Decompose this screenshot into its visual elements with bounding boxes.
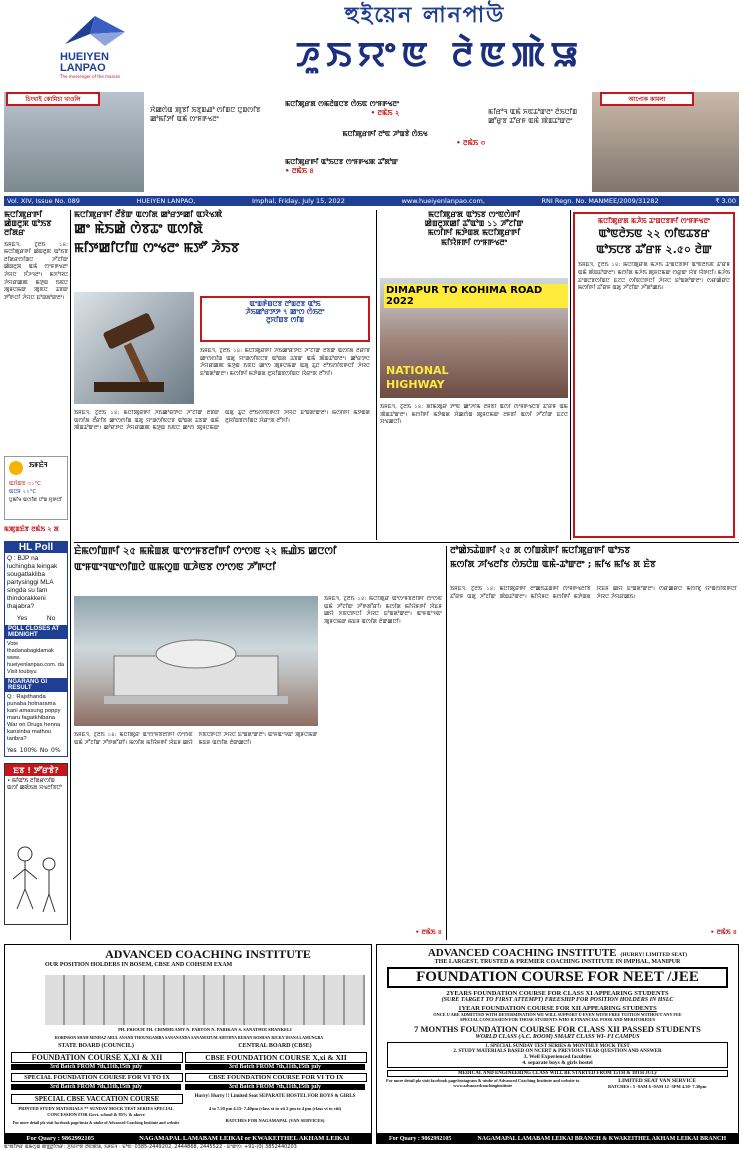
cartoon-title: ꯐꯕ ! ꯇꯧꯔꯕꯥ?: [5, 764, 67, 776]
story5-headline-2: ꯃꯁꯤꯗ ꯍꯤꯠꯂꯤꯕ ꯁꯥꯏꯅꯥꯡ ꯑꯃꯥ-ꯊꯣꯛꯂꯦ ; ꯃꯤꯠ ꯃꯤꯠ ꯗ ꯐꯥꯕ: [450, 560, 656, 571]
ad-right-line-3: 1YEAR FOUNDATION COURSE FOR XII APPEARING STUDENTS: [458, 1005, 657, 1012]
story2-headline-4: ꯃꯤꯌꯥꯝꯒꯤ ꯁꯦꯝꯒꯠꯂꯦ: [440, 237, 508, 247]
ad-right-hurry: (HURRY! LIMITED SEAT): [620, 952, 688, 958]
ad-right-address: NAGAMAPAL LAMABAM LEIKAI BRANCH & KWAKEITHEL AKHAM LEIKAI BRANCH: [477, 1136, 726, 1142]
poll-no[interactable]: No: [46, 614, 56, 622]
teaser-center-2-page[interactable]: • ꯂꯃꯥꯏ ৩: [456, 139, 485, 147]
ad-left-course-2-batch: 3rd Batch FROM 7th,11th,15th july: [11, 1084, 181, 1090]
poll-result-no-pct: 0%: [51, 746, 61, 754]
story1-body: ꯏꯝꯐꯥꯜ, ꯖꯨꯂꯥꯏ ১৪: ꯃꯅꯤꯄꯨꯔꯒꯤ ꯍꯥꯏꯀꯣꯔꯇꯅ ꯍꯧꯖꯤꯛ ꯂꯩꯕꯥꯛ ꯑꯁꯤꯗ ꯂꯩꯔꯤꯕ ꯀꯦꯁꯁꯤꯡ ꯑꯗꯨ ꯌꯦꯡꯁꯤꯟꯅꯕ ꯑꯣꯡꯗ ꯊꯕꯛ ꯑꯃꯥ ꯄꯥꯡꯊꯣꯛꯂꯦ। ꯀꯣꯔꯇꯅ ꯍꯥꯌꯔꯀꯄ ꯃꯇꯨꯡ ꯏꯟꯅ ꯀꯦꯁ ꯄꯨꯝꯅꯃꯛ ꯑꯗꯨ ꯊꯨꯅ ꯂꯣꯏꯁꯤꯟꯒꯅꯤ ꯍꯥꯌꯅ ꯐꯣꯡꯗꯣꯛꯂꯦ। ꯃꯁꯤꯒꯤ ꯃꯇꯥꯡꯗ ꯂꯨꯆꯤꯡꯕꯁꯤꯡꯅ ꯋꯥꯔꯦꯞ ꯂꯧꯈꯤ।: [74, 410, 370, 432]
story-4: [74, 546, 444, 940]
left-body: ꯏꯝꯐꯥꯜ, ꯖꯨꯂꯥꯏ ১৪: ꯃꯅꯤꯄꯨꯔꯒꯤ ꯀꯥꯡꯂꯨꯞ ꯑꯣꯏꯕ ꯂꯤꯗꯔꯁꯤꯡꯅ ꯍꯧꯖꯤꯛ ꯀꯥꯡꯂꯨꯞ ꯑꯃꯥ ꯁꯦꯝꯒꯠꯂꯦ ꯍꯥꯌꯅ ꯈꯪꯍꯜꯂꯦ। ꯃꯈꯣꯌꯅ ꯍꯥꯌꯔꯀꯄ ꯃꯇꯨꯡ ꯏꯟꯅ ꯄꯨꯝꯅꯃꯛ ꯄꯨꯟꯅ ꯊꯕꯛ ꯇꯧꯒꯅꯤ ꯍꯥꯌꯅ ꯐꯣꯡꯗꯣꯛꯂꯦ।: [4, 241, 68, 301]
road-photo-caption: DIMAPUR TO KOHIMA ROAD 2022: [384, 284, 568, 308]
story3-headline-1: ꯑꯣꯟꯂꯥꯏꯟ ২২ ꯁꯤꯟꯊꯕꯔ: [598, 227, 710, 241]
poll-title: HL Poll: [5, 542, 67, 553]
poll-vote-note: Vote thadanabagidamak www. hueiyenlanpao.com. da Visit toubiyu: [7, 640, 64, 675]
logo-tagline: The messenger of the masses: [60, 74, 121, 79]
teaser-center-3-page[interactable]: • ꯂꯃꯥꯏ ৪: [285, 167, 314, 175]
meitei-title: ꯍꯨꯏꯌꯦꯟ ꯂꯥꯟꯄꯥꯎ: [295, 35, 585, 75]
poll-result-no: No: [39, 746, 49, 754]
paper-name: HUEIYEN LANPAO,: [136, 197, 196, 205]
flag-left: [6, 92, 100, 106]
ad-right-line-7: WORLD CLASS (A.C. ROOM) SMART CLASS WI- FI CAMPUS: [475, 1034, 640, 1040]
cartoon-drawing-icon: [5, 824, 67, 924]
poll-result-question: Q : Rajsthanda punaba hotnarama kani amasung poppy maru fagatkhibana War on Drugs henna kansinba mathou taribra?: [7, 693, 61, 742]
poll-options: [5, 613, 67, 625]
story1-sub-3: ꯂꯨꯆꯤꯡꯕ ꯁꯤꯡ: [265, 316, 305, 325]
story3-headline-2: ꯑꯣꯏꯅꯕ ꯊꯧꯔꯝ ২.৫০ ꯂꯥꯛ: [596, 242, 712, 256]
price: ₹ 3.00: [715, 197, 736, 205]
poll-result-yes-pct: 100%: [19, 746, 37, 754]
left-more-link[interactable]: ꯃꯄꯨꯡꯐꯥꯕ ꯂꯃꯥꯏ ২ ꯗ: [4, 524, 59, 533]
story1-headline-2: ꯀꯦ ꯃꯥꯏꯀꯥ ꯁꯥꯕꯊꯦ ꯑꯁꯤꯗꯥ: [74, 222, 203, 238]
gavel-photo: [74, 292, 194, 404]
weather-note: ꯅꯨꯃꯤꯠ ꯑꯁꯤꯗ ꯅꯣꯡ ꯆꯨꯒꯅꯤ: [9, 496, 62, 503]
ad-left-names-2: ROBINSON SHAH MINHAZ ABUL ANAND THOUNGAMBA SANANANDA SANAMATUM ADITHYA REHAN ROSHAN RICKY DIANA LAMUNGBA: [54, 1035, 324, 1040]
ad-left-visit: For more detail plz visit facebook page/insta & utube of Advanced Coaching Institute and website: [12, 1120, 180, 1125]
ad-left-course-5-batch: 3rd Batch FROM 7th,11th,15th july: [185, 1084, 365, 1090]
left-headline: ꯃꯅꯤꯄꯨꯔꯒꯤ ꯀꯥꯡꯂꯨꯞ ꯑꯣꯏꯕ ꯂꯤꯗꯔ: [4, 210, 52, 238]
poll-result: [5, 745, 67, 756]
ad-left-course-3: SPECIAL CBSE VACCATION COURSE: [11, 1094, 183, 1104]
road-photo-caption-3: HIGHWAY: [386, 378, 445, 391]
date-place: Imphal, Friday, July 15, 2022: [251, 197, 345, 205]
flag-right: [600, 92, 694, 106]
flag-right-text: আপোক কামলা: [628, 96, 666, 103]
assembly-building-icon: [74, 596, 318, 726]
road-photo: [380, 278, 568, 398]
ad-right-line-6: 7 MONTHS FOUNDATION COURSE FOR CLASS XII PASSED STUDENTS: [414, 1024, 701, 1034]
ad-left-nagamapal: BATCHES FOR NAGAMAPAL (VAN SERVICES): [225, 1118, 325, 1123]
ad-right-line-4: ONCE U ARE ADMITTED WITH DETERMINATION WE WILL SUPPORT U EVEN WITH FREE TUITION WITHOUT ANY FEE: [433, 1012, 682, 1017]
logo: [60, 14, 130, 78]
ad-left-photos: [45, 975, 365, 1025]
poll-result-yes: Yes: [7, 746, 17, 754]
ad-left-course-2: SPECIAL FOUNDATION COURSE FOR VI TO IX: [11, 1073, 183, 1082]
ad-right-feature-4: 4. separate boys & girls hostel: [522, 1060, 593, 1066]
story1-headline-1: ꯃꯅꯤꯄꯨꯔꯒꯤ ꯂꯩꯕꯥꯛ ꯑꯁꯤꯗ ꯀꯣꯔꯇꯀꯤ ꯑꯋꯥꯠꯄꯥ: [74, 210, 223, 219]
poll-question: Q : BJP na luchingba leingak sougatlakliba partysinggi MLA singda su fam thindorakkeni thajabra?: [7, 554, 58, 610]
story2-headline-1: ꯃꯅꯤꯄꯨꯔꯗ ꯑꯣꯏꯕ ꯁꯦꯟꯁꯥꯒꯤ: [428, 210, 520, 219]
ad-left-course-4-batch: 3rd Batch FROM 7th,11th,15th july: [185, 1064, 365, 1070]
ad-right-limited: LIMITED SEAT VAN SERVICE: [618, 1078, 697, 1084]
poll-result-title: NGARANG GI RESULT: [5, 678, 67, 692]
ad-right-feature-2: 2. STUDY MATERIALS BASED ON NCERT & PREVIOUS YEAR QUESTION AND ANSWER: [453, 1049, 662, 1054]
story1-body-right: ꯏꯝꯐꯥꯜ, ꯖꯨꯂꯥꯏ ১৪: ꯃꯅꯤꯄꯨꯔꯒꯤ ꯍꯥꯏꯀꯣꯔꯇꯅ ꯍꯧꯖꯤꯛ ꯂꯩꯕꯥꯛ ꯑꯁꯤꯗ ꯂꯩꯔꯤꯕ ꯀꯦꯁꯁꯤꯡ ꯑꯗꯨ ꯌꯦꯡꯁꯤꯟꯅꯕ ꯑꯣꯡꯗ ꯊꯕꯛ ꯑꯃꯥ ꯄꯥꯡꯊꯣꯛꯂꯦ। ꯀꯣꯔꯇꯅ ꯍꯥꯌꯔꯀꯄ ꯃꯇꯨꯡ ꯏꯟꯅ ꯀꯦꯁ ꯄꯨꯝꯅꯃꯛ ꯑꯗꯨ ꯊꯨꯅ ꯂꯣꯏꯁꯤꯟꯒꯅꯤ ꯍꯥꯌꯅ ꯐꯣꯡꯗꯣꯛꯂꯦ। ꯃꯁꯤꯒꯤ ꯃꯇꯥꯡꯗ ꯂꯨꯆꯤꯡꯕꯁꯤꯡꯅ ꯋꯥꯔꯦꯞ ꯂꯧꯈꯤ।: [200, 348, 370, 377]
ad-left-board-1: STATE BOARD (COUNCIL): [58, 1043, 134, 1049]
ad-right-line-2: (SURE TARGET TO FIRST ATTEMPT) FREESHIP FOR POSITION HOLDERS IN HSLC: [441, 997, 674, 1003]
teaser-center-3: ꯃꯅꯤꯄꯨꯔꯒꯤ ꯑꯣꯏꯅꯕ ꯁꯦꯝꯒꯠꯄ ꯊꯧꯗꯣꯛ: [285, 158, 399, 166]
ad-left-board-2: CENTRAL BOARD (CBSE): [238, 1043, 312, 1049]
story-3: [573, 212, 735, 538]
story4-body-right: ꯏꯝꯐꯥꯜ, ꯖꯨꯂꯥꯏ ১৪: ꯃꯅꯤꯄꯨꯔ ꯑꯦꯁꯦꯝꯕꯂꯤꯒꯤ ꯁꯦꯁꯟ ꯑꯃꯥ ꯍꯧꯖꯤꯛ ꯍꯧꯒꯗꯧꯔꯤ। ꯃꯁꯤꯗ ꯃꯤꯌꯥꯝꯒꯤ ꯋꯥꯐꯝ ꯀꯌꯥ ꯈꯟꯅꯒꯅꯤ ꯍꯥꯌꯅ ꯐꯣꯡꯗꯣꯛꯂꯦ। ꯑꯦꯝꯑꯦꯜꯑꯦ ꯄꯨꯝꯅꯃꯛ ꯃꯐꯝ ꯑꯁꯤꯗ ꯂꯥꯛꯀꯅꯤ।: [324, 596, 442, 625]
story1-subhead-box: [200, 296, 370, 342]
gavel-icon: [74, 292, 194, 404]
flag-left-text: চিংখাই কোমিচা খাওলি: [25, 96, 81, 103]
story1-sub-1: ꯑꯦꯡꯒꯥꯡꯅꯕ ꯂꯣꯡꯂꯕ ꯑꯣꯏ: [249, 300, 321, 308]
masthead: [0, 0, 743, 92]
ad-left-title: ADVANCED COACHING INSTITUTE: [105, 947, 311, 961]
ad-right-title-row: [377, 947, 738, 959]
logo-line2: LANPAO: [60, 62, 106, 74]
divider-left: [70, 210, 71, 940]
story2-headline-3: ꯃꯁꯤꯒꯤ ꯃꯇꯥꯡꯗ ꯃꯅꯤꯄꯨꯔꯒꯤ: [427, 228, 521, 238]
ad-right-line-1: 2YEARS FOUNDATION COURSE FOR CLASS XI APPEARING STUDENTS: [446, 990, 669, 997]
story1-headline-3: ꯃꯤꯇꯀꯤꯅꯤꯡ ꯁꯦꯠꯂꯦ ꯃꯇꯧ ꯍꯥꯏꯕ: [74, 241, 240, 257]
ad-left-course-1: FOUNDATION COURSE X,XI & XII: [11, 1052, 183, 1063]
ad-left-batch-times: 4 to 7.20 pm 4.15- 7.40pm (class xi to xii 2 pm to 4 pm (class vi to viii): [208, 1106, 342, 1111]
story-1: [74, 210, 374, 540]
imprint-footer: ꯑꯦꯗꯤꯇꯔ ꯑꯃꯁꯨꯡ ꯄꯕ꯭ꯂꯤꯁꯔ: ꯍꯨꯏꯌꯦꯟ ꯂꯥꯟꯄꯥꯎ, ꯏꯝꯐꯥꯜ · ꯐꯣꯟ: 0385-2449202, 2444868, 2445522 · ꯐꯦꯛꯁ: +91-(0) 3852440203: [4, 1144, 297, 1150]
cartoon-caption: • ꯃꯤꯑꯣꯏ ꯂꯤꯗꯔꯁꯤꯡ ꯑꯁꯤ ꯀꯗꯥꯏꯗ ꯆꯠꯂꯤꯕꯅꯣ: [7, 777, 62, 791]
weather-label: ꯏꯝꯐꯥꯜ: [29, 460, 48, 469]
weather-max: ꯑꯋꯥꯡꯕ ৩১°C: [9, 480, 41, 487]
teaser-center-2: ꯃꯅꯤꯄꯨꯔꯒꯤ ꯂꯣꯟ ꯍꯣꯡꯕꯥ ꯁꯥꯏꯠ: [342, 130, 428, 138]
teaser-right: ꯃꯤꯔꯣꯜ ꯑꯃꯥ ꯈꯟꯊꯣꯛꯂꯦ ꯂꯥꯏꯅꯤꯡ ꯀꯧꯔꯨꯕ ꯊꯧꯔꯝ ꯑꯃꯥ ꯄꯥꯡꯊꯣꯛꯂꯦ: [488, 108, 578, 125]
teaser-center-1: ꯃꯅꯤꯄꯨꯔꯗ ꯁꯃꯂꯥꯡꯅꯕ ꯁꯥꯏꯟ ꯁꯦꯝꯒꯠꯂꯦ: [285, 100, 400, 108]
ad-right-subtitle: THE LARGEST, TRUSTED & PREMIER COACHING INSTITUTE IN IMPHAL, MANIPUR: [434, 959, 681, 965]
weather-min: ꯑꯅꯝ ২২°C: [9, 488, 37, 495]
ad-right-line-5: SPECIAL CONCESSION FOR THOSE STUDENTS WHO R FINANCIAL POOR AND MERITORIOUS: [459, 1017, 656, 1022]
story4-headline-1: ꯐꯥꯃꯁꯤꯡꯒꯤ ২৫ ꯃꯃꯥꯡꯗ ꯑꯦꯁꯦꯝꯕꯂꯤꯒꯤ ꯁꯦꯁꯟ ২২ ꯃꯉꯥꯏ ꯀꯅꯁꯤ: [74, 546, 337, 557]
story4-more[interactable]: • ꯂꯃꯥꯏ ৪: [415, 928, 442, 936]
teaser-photo-right: [592, 92, 739, 192]
assembly-photo: [74, 596, 318, 726]
story2-headline-2: ꯀꯥꯡꯂꯨꯞꯀꯤ ꯊꯧꯑꯣꯡ ১১ ꯍꯧꯖꯤꯛ: [424, 219, 524, 229]
ad-left-printed: PRINTED STUDY MATERIALS ** SUNDAY MOCK TEST SERIES SPECIAL CONCESSION FOR Govt. school & 85% & above: [18, 1106, 174, 1117]
ad-left-hostel: Hurry! Hurry !! Limited Seat SEPARATE HOSTEL FOR BOYS & GIRLS: [194, 1094, 356, 1099]
divider-mid-1: [376, 210, 377, 540]
ad-left-address: NAGAMAPAL LAMABAM LEIKAI or KWAKEITHEL AKHAM LEIKAI: [139, 1135, 350, 1142]
hl-poll: [4, 541, 68, 757]
ad-right-feature-3: 3. Well Experienced faculties: [523, 1054, 592, 1060]
ad-right-batches: BATCHES : 5 -9AM 6 -9AM 12 -3PM 4.30- 7.30pm: [607, 1084, 707, 1089]
ad-right-quary: For Quary : 9862992105: [389, 1136, 452, 1142]
weather-sun-icon: [9, 461, 23, 475]
ad-right-batches-box: [582, 1078, 732, 1089]
ad-right-main: FOUNDATION COURSE FOR NEET /JEE: [387, 967, 728, 988]
story-2: [380, 210, 568, 540]
divider-mid-3: [446, 546, 447, 940]
story2-body: ꯏꯝꯐꯥꯜ, ꯖꯨꯂꯥꯏ ১৪: ꯗꯤꯃꯥꯄꯨꯔ ꯇꯣꯟ ꯀꯣꯍꯤꯃꯥ ꯂꯝꯕꯤ ꯑꯁꯤ ꯁꯦꯝꯒꯠꯅꯕ ꯊꯧꯔꯝ ꯑꯃꯥ ꯄꯥꯡꯊꯣꯛꯂꯦ। ꯃꯁꯤꯒꯤ ꯃꯇꯥꯡꯗ ꯆꯥꯀꯁꯥꯡ ꯄꯨꯝꯅꯃꯛ ꯂꯝꯕꯤ ꯑꯁꯤ ꯍꯧꯖꯤꯛ ꯐꯖꯅ ꯆꯠꯀꯅꯤ।: [380, 404, 568, 426]
ad-right-visit: For more detail plz visit facebook page/instagram & utube of Advanced Coaching Institute and website to www.advancedcoachinginstitute: [386, 1078, 580, 1088]
story4-headline-2: ꯑꯦꯝꯑꯦꯜꯑꯦꯁꯤꯡꯅꯥ ꯑꯃꯁꯨꯡ ꯑꯍꯥꯟꯕ ꯁꯦꯁꯟ ꯍꯧꯒꯅꯤ: [74, 561, 276, 573]
website[interactable]: www.hueiyenlanpao.com,: [401, 197, 485, 205]
divider-row-1: [74, 542, 739, 543]
ad-right-features: [387, 1042, 728, 1068]
ad-left-course-4: CBSE FOUNDATION COURSE X,xi & XII: [185, 1052, 367, 1063]
left-column: [4, 210, 68, 940]
poll-yes[interactable]: Yes: [16, 614, 28, 622]
weather-box: [4, 456, 68, 520]
bengali-title: হুইয়েন লানপাউ: [344, 2, 506, 28]
logo-line1: HUEIYEN: [60, 51, 109, 63]
ad-right-feature-1: 1. SPECIAL SUNDAY TEST SERIES & MONTHLY MOCK TEST: [485, 1044, 630, 1049]
volume-issue: Vol. XIV, Issue No. 089: [7, 197, 80, 205]
info-bar: [4, 196, 739, 206]
ad-left-contact: [4, 1134, 372, 1144]
ad-right-start: MEDICAL AND ENGINEERING CLASS WILL BE STARTED FROM 15TH & 18TH JULy: [387, 1070, 728, 1077]
ad-left-course-1-batch: 3rd Batch FROM 7th,11th,15th july: [11, 1064, 181, 1070]
story1-sub-2: ꯍꯥꯏꯀꯣꯔꯇꯇ ৭ ꯀꯦꯁ ꯁꯥꯏꯂꯦ: [245, 308, 325, 317]
ad-right-contact: [376, 1134, 739, 1144]
ad-left: [4, 944, 372, 1134]
ad-left-names-1: PH. FRIOUH TH. CRIMMUAMY N. PARTON N. PARIKAN S. SANATHOI SHANKELI: [118, 1027, 292, 1032]
cartoon-box: [4, 763, 68, 925]
crane-logo-icon: [60, 14, 130, 48]
ad-left-quary: For Quary : 9862992105: [26, 1135, 95, 1142]
teaser-center: [285, 100, 485, 192]
ad-right-bottom-row: [383, 1078, 732, 1089]
rni-number: RNI Regn. No. MANMEE/2009/31282: [541, 197, 659, 205]
ad-right: [376, 944, 739, 1134]
ad-right-title: ADVANCED COACHING INSTITUTE: [427, 947, 617, 959]
story4-body: ꯏꯝꯐꯥꯜ, ꯖꯨꯂꯥꯏ ১৪: ꯃꯅꯤꯄꯨꯔ ꯑꯦꯁꯦꯝꯕꯂꯤꯒꯤ ꯁꯦꯁꯟ ꯑꯃꯥ ꯍꯧꯖꯤꯛ ꯍꯧꯒꯗꯧꯔꯤ। ꯃꯁꯤꯗ ꯃꯤꯌꯥꯝꯒꯤ ꯋꯥꯐꯝ ꯀꯌꯥ ꯈꯟꯅꯒꯅꯤ ꯍꯥꯌꯅ ꯐꯣꯡꯗꯣꯛꯂꯦ। ꯑꯦꯝꯑꯦꯜꯑꯦ ꯄꯨꯝꯅꯃꯛ ꯃꯐꯝ ꯑꯁꯤꯗ ꯂꯥꯛꯀꯅꯤ।: [74, 732, 318, 746]
story5-more[interactable]: • ꯂꯃꯥꯏ ৪: [710, 928, 737, 936]
teaser-left: ꯆꯥꯀꯁꯥꯡ ꯄꯨꯕꯤ ꯏꯕꯨꯡꯉꯣ ꯁꯤꯡꯅ ꯅꯨꯡꯁꯤꯕ ꯀꯣꯃꯤꯇꯤ ꯑꯃꯥ ꯁꯦꯝꯒꯠꯂꯦ: [150, 106, 261, 123]
poll-closes: POLL CLOSES AT MIDNIGHT: [5, 625, 67, 639]
story3-body: ꯏꯝꯐꯥꯜ, ꯖꯨꯂꯥꯏ ১৪: ꯃꯅꯤꯄꯨꯔꯗ ꯃꯍꯥꯏ ꯊꯦꯡꯅꯕꯒꯤ ꯑꯣꯟꯂꯥꯏꯟ ꯊꯧꯔꯝ ꯑꯃꯥ ꯄꯥꯡꯊꯣꯛꯂꯦ। ꯃꯁꯤꯗ ꯃꯍꯥꯏ ꯄꯨꯝꯅꯃꯛ ꯁꯔꯨꯛ ꯌꯥꯕ ꯌꯥꯒꯅꯤ। ꯃꯍꯥꯏ ꯊꯦꯡꯅꯕꯁꯤꯡꯅ ꯐꯖꯅ ꯁꯤꯟꯅꯒꯅꯤ ꯍꯥꯌꯅ ꯐꯣꯡꯗꯣꯛꯂꯦ। ꯁꯔꯀꯥꯔꯅ ꯃꯁꯤꯒꯤ ꯊꯧꯔꯝ ꯑꯗꯨ ꯍꯧꯖꯤꯛ ꯍꯧꯗꯣꯀꯏ।: [578, 262, 730, 292]
ad-left-course-5: CBSE FOUNDATION COURSE FOR VI TO IX: [185, 1073, 367, 1082]
story5-body: ꯏꯝꯐꯥꯜ, ꯖꯨꯂꯥꯏ ১৪: ꯃꯅꯤꯄꯨꯔꯒꯤ ꯂꯣꯀꯥꯏꯊꯥꯡꯒꯤ ꯁꯦꯝꯒꯠꯂꯤꯕ ꯊꯧꯔꯝ ꯑꯗꯨ ꯍꯧꯖꯤꯛ ꯄꯥꯡꯊꯣꯛꯂꯦ। ꯃꯤꯌꯥꯝꯅ ꯃꯁꯤꯒꯤ ꯃꯇꯥꯡꯗ ꯋꯥꯐꯝ ꯀꯌꯥ ꯐꯣꯡꯗꯣꯛꯂꯦ। ꯁꯔꯀꯥꯔꯅ ꯃꯁꯤꯕꯨ ꯌꯦꯡꯁꯤꯟꯒꯅꯤ ꯍꯥꯌꯅ ꯍꯥꯌꯔꯀꯏ।: [450, 586, 737, 600]
story3-kicker: ꯃꯅꯤꯄꯨꯔꯗ ꯃꯍꯥꯏ ꯊꯦꯡꯅꯕꯒꯤ ꯁꯦꯝꯒꯠꯂꯦ: [597, 217, 711, 225]
divider-mid-2: [570, 210, 571, 540]
teaser-center-1-page[interactable]: • ꯂꯃꯥꯏ ২: [370, 109, 400, 117]
story5-headline-1: ꯂꯣꯀꯥꯏꯊꯥꯡꯒꯤ ২৫ ꯗ ꯁꯤꯡꯗꯥꯒꯤ ꯃꯅꯤꯄꯨꯔꯒꯤ ꯑꯣꯏꯕ: [450, 546, 631, 556]
ad-left-position: OUR POSITION HOLDERS IN BOSEM, CBSE AND COHSEM EXAM: [45, 962, 233, 968]
road-photo-caption-2: NATIONAL: [386, 364, 449, 377]
story-5: [450, 546, 739, 940]
teaser-photo-left: [4, 92, 144, 192]
